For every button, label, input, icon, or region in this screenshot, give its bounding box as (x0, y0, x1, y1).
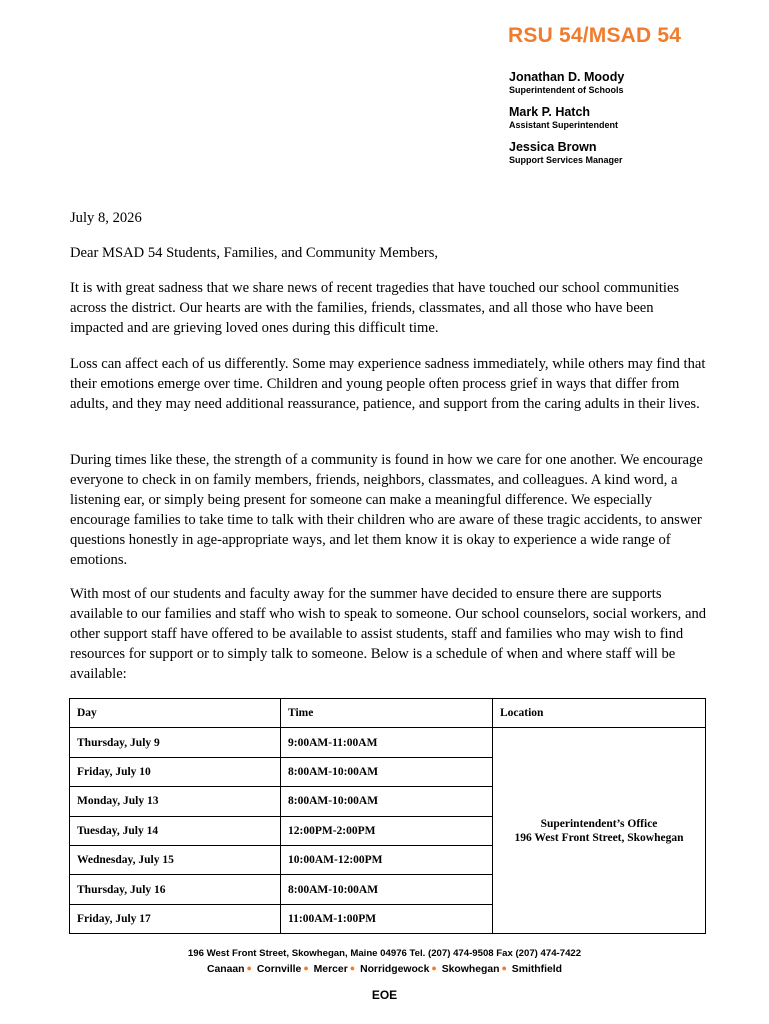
staff-title: Superintendent of Schools (509, 85, 624, 95)
letter-date: July 8, 2026 (70, 210, 142, 226)
letter-paragraph-2: Loss can affect each of us differently. Some may experience sadness immediately, while others may find that their emotions emerge over time. Children and young people often process grief in ways that differ from adults, and they may need additional reassurance, patience, and support from the caring adults in their lives. (70, 356, 706, 412)
staff-list (509, 70, 624, 175)
letter-paragraph-3: During times like these, the strength of a community is found in how we care for one another. We encourage everyone to check in on family members, friends, neighbors, classmates, and colleagues. A kind word, a listening ear, or simply being present for someone can make a meaningful difference. We especially encourage families to take time to talk with their children who are aware of these tragic accidents, to answer questions honestly in age-appropriate ways, and let them know it is okay to experience a wide range of emotions. (70, 452, 703, 568)
column-header-location: Location (493, 699, 706, 728)
time-cell: 11:00AM-1:00PM (281, 904, 493, 933)
town-name: Canaan (206, 964, 245, 975)
location-address: 196 West Front Street, Skowhegan (514, 831, 684, 844)
staff-name: Jonathan D. Moody (509, 70, 625, 84)
footer-address: 196 West Front Street, Skowhegan, Maine 04976 Tel. (207) 474-9508 Fax (207) 474-7422 (187, 948, 582, 959)
day-cell: Tuesday, July 14 (70, 816, 281, 845)
time-cell: 12:00PM-2:00PM (281, 816, 493, 845)
day-cell: Thursday, July 16 (70, 875, 281, 904)
location-cell (493, 728, 706, 934)
day-cell: Friday, July 17 (70, 904, 281, 933)
bullet-dot-icon: ● (501, 963, 507, 973)
staff-support-manager (509, 140, 624, 166)
schedule-table (69, 698, 706, 934)
location-name: Superintendent’s Office (540, 817, 658, 830)
staff-assistant-superintendent (509, 105, 624, 131)
time-cell: 10:00AM-12:00PM (281, 845, 493, 874)
town-name: Skowhegan (441, 964, 500, 975)
town-name: Smithfield (511, 964, 563, 975)
letter-salutation: Dear MSAD 54 Students, Families, and Community Members, (70, 245, 439, 261)
table-row (70, 728, 706, 757)
day-cell: Wednesday, July 15 (70, 845, 281, 874)
time-cell: 8:00AM-10:00AM (281, 787, 493, 816)
staff-title: Assistant Superintendent (509, 120, 619, 130)
table-header-row (70, 699, 706, 728)
bullet-dot-icon: ● (246, 963, 252, 973)
column-header-time: Time (281, 699, 493, 728)
footer-towns (0, 964, 769, 975)
bullet-dot-icon: ● (349, 963, 356, 973)
letter-paragraph-1: It is with great sadness that we share news of recent tragedies that have touched our school communities across the district. Our hearts are with the families, friends, classmates, and all those who have been impacted and are grieving loved ones during this difficult time. (70, 280, 680, 336)
town-name: Mercer (313, 964, 348, 975)
town-name: Norridgewock (360, 964, 430, 975)
staff-superintendent (509, 70, 624, 96)
day-cell: Thursday, July 9 (70, 728, 281, 757)
time-cell: 8:00AM-10:00AM (281, 757, 493, 786)
bullet-dot-icon: ● (431, 963, 437, 973)
column-header-day: Day (70, 699, 281, 728)
staff-name: Jessica Brown (509, 140, 597, 154)
letter-paragraph-4: With most of our students and faculty away for the summer have decided to ensure there are supports available to our families and staff who wish to speak to someone. Our school counselors, social workers, and other support staff have offered to be available to assist students, staff and families who may wish to find resources for support or to simply talk to someone. Below is a schedule of when and where staff will be available: (70, 586, 707, 682)
letterhead-logo: RSU 54/MSAD 54 (508, 24, 682, 47)
day-cell: Friday, July 10 (70, 757, 281, 786)
bullet-dot-icon: ● (303, 963, 309, 973)
town-name: Cornville (256, 964, 302, 975)
staff-name: Mark P. Hatch (509, 105, 591, 119)
day-cell: Monday, July 13 (70, 787, 281, 816)
time-cell: 9:00AM-11:00AM (281, 728, 493, 757)
time-cell: 8:00AM-10:00AM (281, 875, 493, 904)
staff-title: Support Services Manager (509, 155, 623, 165)
footer-eoe: EOE (371, 988, 398, 1002)
